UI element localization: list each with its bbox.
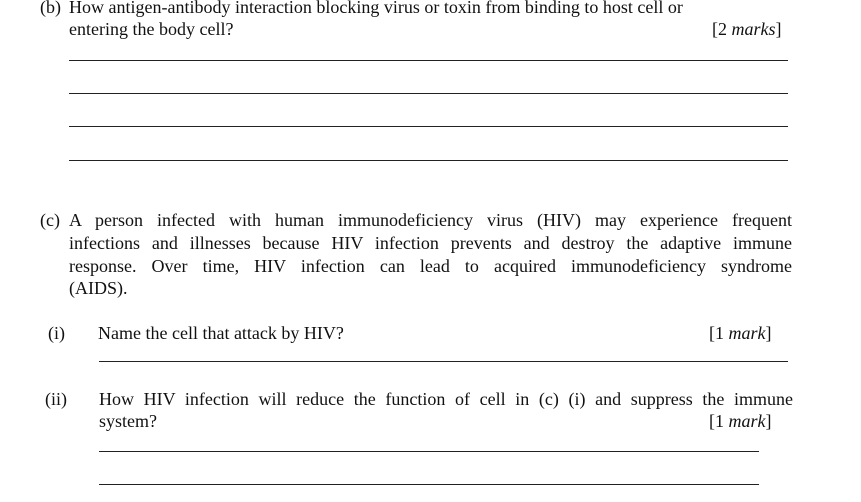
answer-line-b-1[interactable]	[69, 60, 788, 61]
answer-line-b-2[interactable]	[69, 93, 788, 94]
answer-line-b-3[interactable]	[69, 126, 788, 127]
marks-open: [2	[712, 19, 732, 39]
question-c-ii-label: (ii)	[45, 389, 67, 409]
question-b-marks	[712, 18, 782, 40]
marks-close: ]	[765, 411, 772, 431]
question-b-text-line-1: How antigen-antibody interaction blocking virus or toxin from binding to host cell or	[69, 0, 683, 17]
marks-word: marks	[731, 19, 776, 39]
question-c-ii-marks	[709, 410, 772, 432]
marks-open: [1	[709, 323, 729, 343]
question-c-i-text: Name the cell that attack by HIV?	[98, 323, 344, 343]
question-c-i-label: (i)	[48, 323, 65, 343]
marks-open: [1	[709, 411, 729, 431]
question-c-label: (c)	[40, 210, 60, 230]
question-c-i-marks	[709, 322, 772, 344]
answer-line-c-ii-1[interactable]	[99, 451, 759, 452]
marks-word: mark	[728, 411, 766, 431]
marks-close: ]	[775, 19, 782, 39]
question-c-ii-text-line-1: How HIV infection will reduce the function of cell in (c) (i) and suppress the immune	[99, 389, 793, 409]
question-c-ii-text-line-2: system?	[99, 411, 157, 431]
question-c-text-line-2: infections and illnesses because HIV infection prevents and destroy the adaptive immune	[69, 233, 792, 253]
question-c-text-line-4: (AIDS).	[69, 278, 128, 298]
answer-line-c-ii-2[interactable]	[99, 484, 759, 485]
question-c-text-line-3: response. Over time, HIV infection can lead to acquired immunodeficiency syndrome	[69, 256, 792, 276]
marks-close: ]	[765, 323, 772, 343]
answer-line-b-4[interactable]	[69, 160, 788, 161]
question-c-text-line-1: A person infected with human immunodeficiency virus (HIV) may experience frequent	[69, 210, 792, 230]
marks-word: mark	[728, 323, 766, 343]
question-b-label: (b)	[40, 0, 61, 17]
question-b-text-line-2: entering the body cell?	[69, 19, 234, 39]
answer-line-c-i-1[interactable]	[99, 361, 788, 362]
